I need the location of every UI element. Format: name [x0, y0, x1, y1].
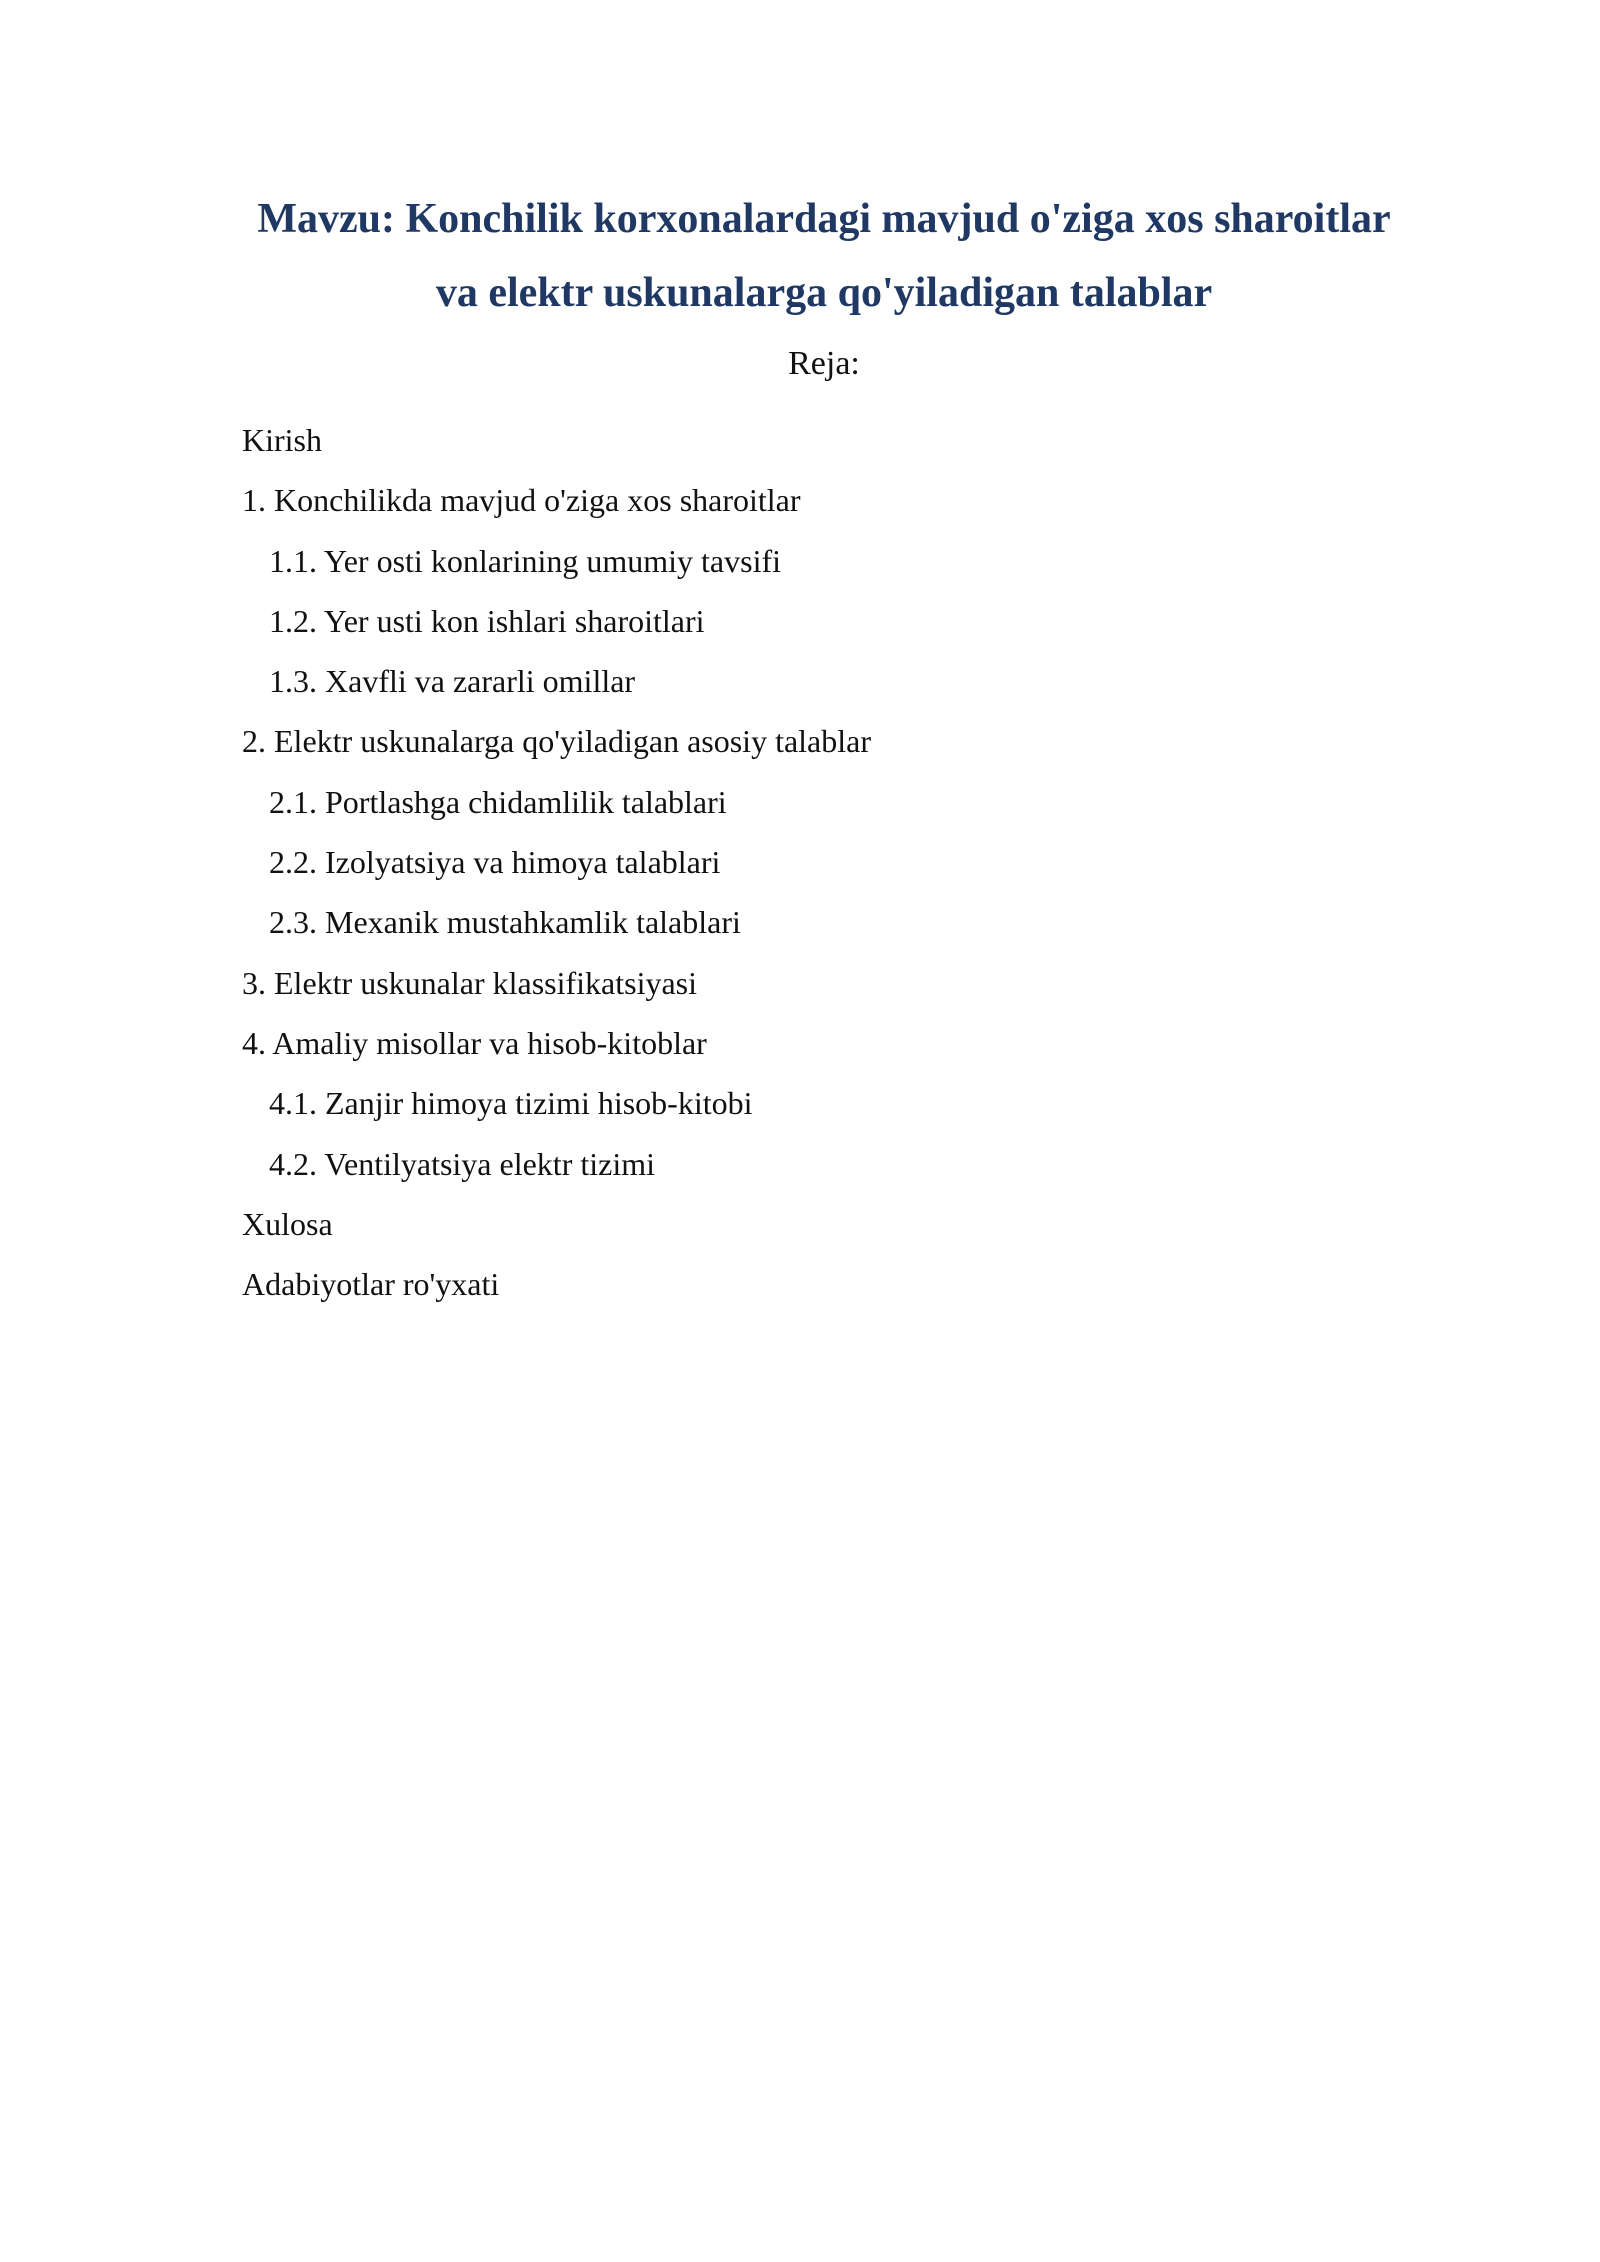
toc-subitem: 2.3. Mexanik mustahkamlik talablari: [269, 904, 741, 941]
plan-heading: Reja:: [788, 345, 860, 382]
toc-item: Xulosa: [242, 1205, 333, 1242]
toc-subitem: 2.2. Izolyatsiya va himoya talablari: [269, 844, 721, 881]
table-of-contents: [242, 410, 1442, 1314]
toc-item: 2. Elektr uskunalarga qo'yiladigan asosiy talablar: [242, 723, 871, 760]
document-title-line-2: va elektr uskunalarga qo'yiladigan talablar: [435, 270, 1213, 316]
toc-subitem: 2.1. Portlashga chidamlilik talablari: [269, 783, 727, 820]
toc-item: 3. Elektr uskunalar klassifikatsiyasi: [242, 964, 698, 1001]
toc-subitem: 4.2. Ventilyatsiya elektr tizimi: [269, 1145, 655, 1182]
toc-subitem: 1.1. Yer osti konlarining umumiy tavsifi: [269, 542, 781, 579]
toc-item: 4. Amaliy misollar va hisob-kitoblar: [242, 1024, 707, 1061]
document-title-line-1: Mavzu: Konchilik korxonalardagi mavjud o'ziga xos sharoitlar: [257, 196, 1391, 242]
toc-subitem: 1.3. Xavfli va zararli omillar: [269, 663, 636, 700]
toc-item: 1. Konchilikda mavjud o'ziga xos sharoitlar: [242, 482, 801, 519]
toc-item: Adabiyotlar ro'yxati: [242, 1266, 500, 1303]
toc-item: Kirish: [242, 422, 322, 458]
toc-subitem: 1.2. Yer usti kon ishlari sharoitlari: [269, 602, 705, 639]
toc-subitem: 4.1. Zanjir himoya tizimi hisob-kitobi: [269, 1085, 753, 1122]
